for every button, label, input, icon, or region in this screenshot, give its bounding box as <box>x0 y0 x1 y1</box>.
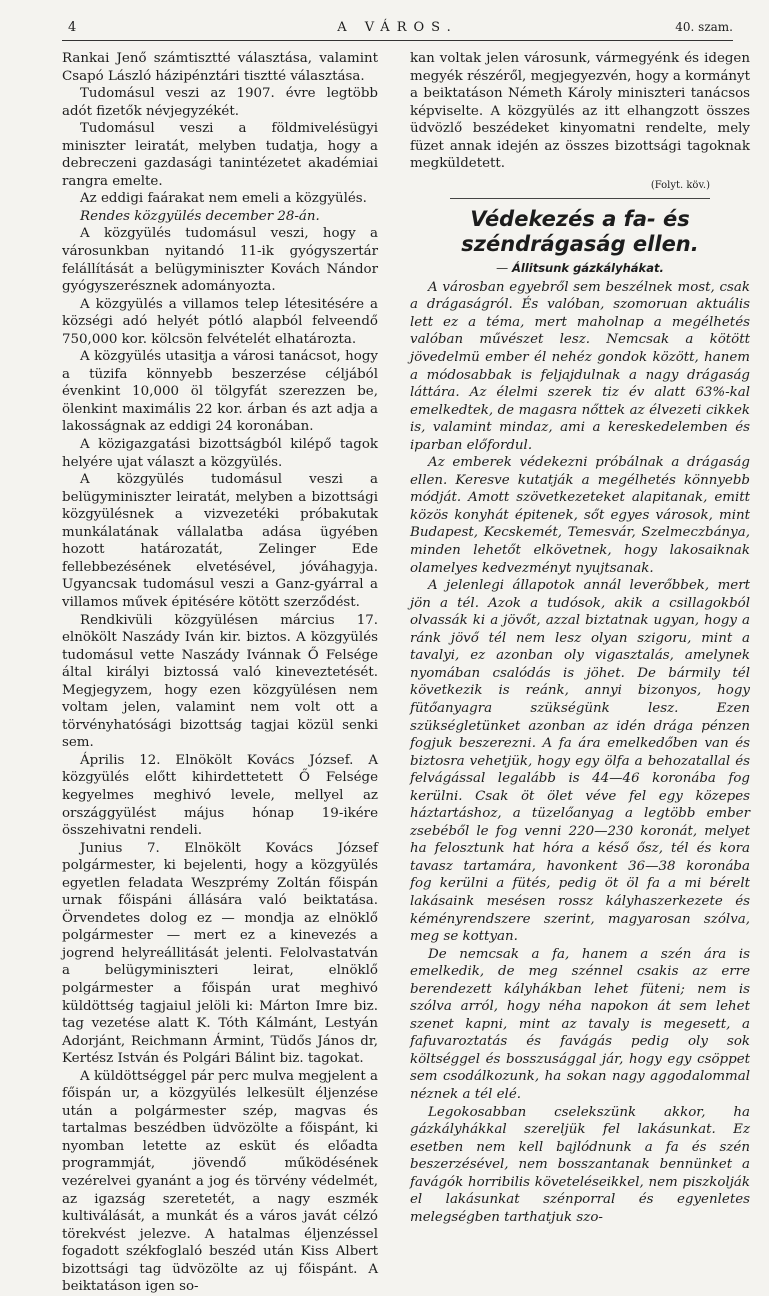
left-paragraph: A közgyülés tudomásul veszi a belügyminiszter leiratát, melyben a bizottsági közgyülésnek a vizvezetéki próbakutak munkálatának vállalatba adása ügyében hozott határozatát, Zelinger Ede fellebbezésének elvetésével, jóváhagyja. Ugyancsak tudomásul veszi a Ganz-gyárral a villamos művek épitésére kötött szerződést. <box>62 472 378 610</box>
issue-number: 40. szam. <box>675 20 733 34</box>
left-paragraph: A közgyülés utasitja a városi tanácsot, hogy a tüzifa könnyebb beszerzése céljából évenkint 10,000 öl tölgyfát szerezzen be, ölenkint maximális 22 kor. árban és azt adja a lakosságnak az eddigi 24 koronában. <box>62 349 378 435</box>
left-paragraph: Rendkivüli közgyülésen március 17. elnökölt Naszády Iván kir. biztos. A közgyülés tudomásul vette Naszády Ivánnak Ő Felsége által királyi biztossá való kineveztetését. Megjegyzem, hogy ezen közgyülésen nem voltam jelen, valamint nem volt ott a törvényhatósági bizottság tagjai közül senki sem. <box>62 612 378 751</box>
section-divider <box>450 198 710 199</box>
subtitle-dash: — <box>496 260 509 275</box>
subtitle-text: Állitsunk gázkályhákat. <box>511 260 664 275</box>
article-subtitle <box>410 260 750 276</box>
continued-note: (Folyt. köv.) <box>650 179 710 191</box>
left-paragraph: Tudomásul veszi az 1907. évre legtöbb adót fizetők névjegyzékét. <box>62 86 378 119</box>
left-paragraph: Az eddigi faárakat nem emeli a közgyülés. <box>80 191 367 207</box>
article-paragraph: Az emberek védekezni próbálnak a drágaság ellen. Keresve kutatják a megélhetés könnyebb módját. Amott szövetkezeteket alapitanak, emitt közös konyhát épitenek, sőt egyes városok, mint Budapest, Kecskemét, Temesvár, Szelmeczbánya, minden lehetőt elkövetnek, hogy lakosaiknak olamelyes kedvezményt nyujtsanak. <box>410 455 750 576</box>
left-paragraph: Április 12. Elnökölt Kovács József. A közgyülés előtt kihirdettetett Ő Felsége kegyelmes meghivó levele, mellyel az országgyülést május hónap 19-ikére összehivatni rendeli. <box>62 752 378 839</box>
article-paragraph: Legokosabban cselekszünk akkor, ha gázkályhákkal szereljük fel lakásunkat. Ez esetben nem kell bajlódnunk a fa és szén beszerzésével, nem bosszantanak bennünket a favágók horribilis követeléseikkel, nem piszkolják el lakásunkat szénporral és egyenletes melegségben tarthatjuk szo- <box>410 1104 750 1225</box>
left-paragraph: Rendes közgyülés december 28-án. <box>80 208 320 224</box>
left-paragraph: A közgyülés tudomásul veszi, hogy a városunkban nyitandó 11-ik gyógyszertár felállítását a belügyminiszter Kovách Nándor gyógyszerésznek adományozta. <box>62 226 378 295</box>
article-paragraph: De nemcsak a fa, hanem a szén ára is emelkedik, de meg szénnel csakis az erre berendezett kályhákban lehet füteni; nem is szólva arról, hogy néha napokon át sem lehet szenet kapni, mint az tavaly is megesett, a fafuvaroztatás és favágás pedig oly sok költséggel és bosszusággal jár, hogy egy csöppet sem csodálkozunk, ha sokan nagy aggodalommal néznek a tél elé. <box>410 946 750 1102</box>
page-header <box>62 20 733 40</box>
article-title: Védekezés a fa- és széndrágaság ellen. <box>461 206 699 256</box>
right-column <box>410 50 750 1226</box>
left-paragraph: A közigazgatási bizottságból kilépő tagok helyére ujat választ a közgyülés. <box>62 437 378 470</box>
header-rule <box>62 40 733 41</box>
continuation-paragraph: kan voltak jelen városunk, vármegyénk és idegen megyék részéről, megjegyezvén, hogy a kormányt a beiktatáson Németh Károly miniszteri tanácsos képviselte. A közgyülés az itt elhangzott összes üdvözlő beszédeket kinyomatni rendelte, mely füzet annak idején az összes bizottsági tagoknak megküldetett. <box>410 51 750 172</box>
left-column <box>62 50 378 1296</box>
page-number: 4 <box>68 20 77 35</box>
article-paragraph: A jelenlegi állapotok annál leverőbbek, mert jön a tél. Azok a tudósok, akik a csillagokból olvassák ki a jövőt, azzal biztatnak ugyan, hogy a ránk jövő tél nem lesz olyan szigoru, mint a tavalyi, ez azonban oly vigasztalás, amelynek nyomában csalódás is jöhet. De bármily tél következik is reánk, annyi bizonyos, hogy fütőanyagra szükségünk lesz. Ezen szükségletünket azonban az idén drága pénzen fogjuk beszerezni. A fa ára emelkedőben van és biztosra vehetjük, hogy egy ölfa a behozatallal és felvágással legalább is 44—46 koronába fog kerülni. Csak öt ölet véve fel egy közepes háztartáshoz, a tüzelőanyag a legtöbb ember zsebéből le fog venni 220—230 koronát, melyet ha felosztunk hat hóra a késő ősz, tél és kora tavasz tartamára, havonkent 36—38 koronába fog kerülni a fütés, pedig öt öl fa a mi bérelt lakásaink mesésen rossz kályhaszerkezete és kéményrendszere szerint, magyarosan szólva, meg se kottyan. <box>410 578 750 945</box>
article-body <box>410 279 750 1227</box>
article-paragraph: A városban egyebről sem beszélnek most, csak a drágaságról. És valóban, szomoruan aktuális lett ez a téma, mert maholnap a megélhetés valóban művészet lesz. Nemcsak a kötött jövedelmü ember él nehéz gondok között, hanem a módosabbak is feljajdulnak a nagy drágaság láttára. Az élelmi szerek tiz év alatt 63%-kal emelkedtek, de magasra nőttek az élvezeti cikkek is, valamint mindaz, ami a kereskedelemben és iparban előfordul. <box>410 279 750 453</box>
publication-title: A VÁROS. <box>337 20 458 35</box>
left-paragraph: Junius 7. Elnökölt Kovács József polgármester, ki bejelenti, hogy a közgyülés egyetlen feladata Weszprémy Zoltán főispán urnak főispáni állására való beiktatása. Örvendetes dolog ez — mondja az elnöklő polgármester — mert ez a kinevezés a jogrend helyreállitását jelenti. Felolvastatván a belügyminiszteri leirat, elnöklő polgármester a főispán urat meghivó küldöttség tagjaiul jelöli ki: Márton Imre biz. tag vezetése alatt K. Tóth Kálmánt, Lestyán Adorjánt, Reichmann Ármint, Tüdős János dr, Kertész István és Polgári Bálint biz. tagokat. <box>62 840 378 1067</box>
left-paragraph: Tudomásul veszi a földmivelésügyi miniszter leiratát, melyben tudatja, hogy a debreczeni gazdasági tanintézetet akadémiai rangra emelte. <box>62 121 378 189</box>
left-paragraph: A küldöttséggel pár perc mulva megjelent a főispán ur, a közgyülés lelkesült éljenzése után a polgármester szép, magvas és tartalmas beszédben üdvözölte a főispánt, ki nyomban letette az esküt és előadta programmját, jövendő működésének vezérelvei gyanánt a jog és törvény védelmét, az igazság szeretetét, a nagy eszmék kultiválását, a munkát és a város javát célzó törekvést jelezve. A hatalmas éljenzéssel fogadott székfoglaló beszéd után Kiss Albert bizottsági tag üdvözölte az uj főispánt. A beiktatáson igen so- <box>62 1068 378 1295</box>
left-paragraph: Rankai Jenő számtisztté választása, valamint Csapó László házipénztári tisztté választása. <box>62 51 378 84</box>
left-paragraph: A közgyülés a villamos telep létesitésére a községi adó helyét pótló alapból felveendő 750,000 kor. kölcsön felvételét elhatározta. <box>62 296 378 347</box>
